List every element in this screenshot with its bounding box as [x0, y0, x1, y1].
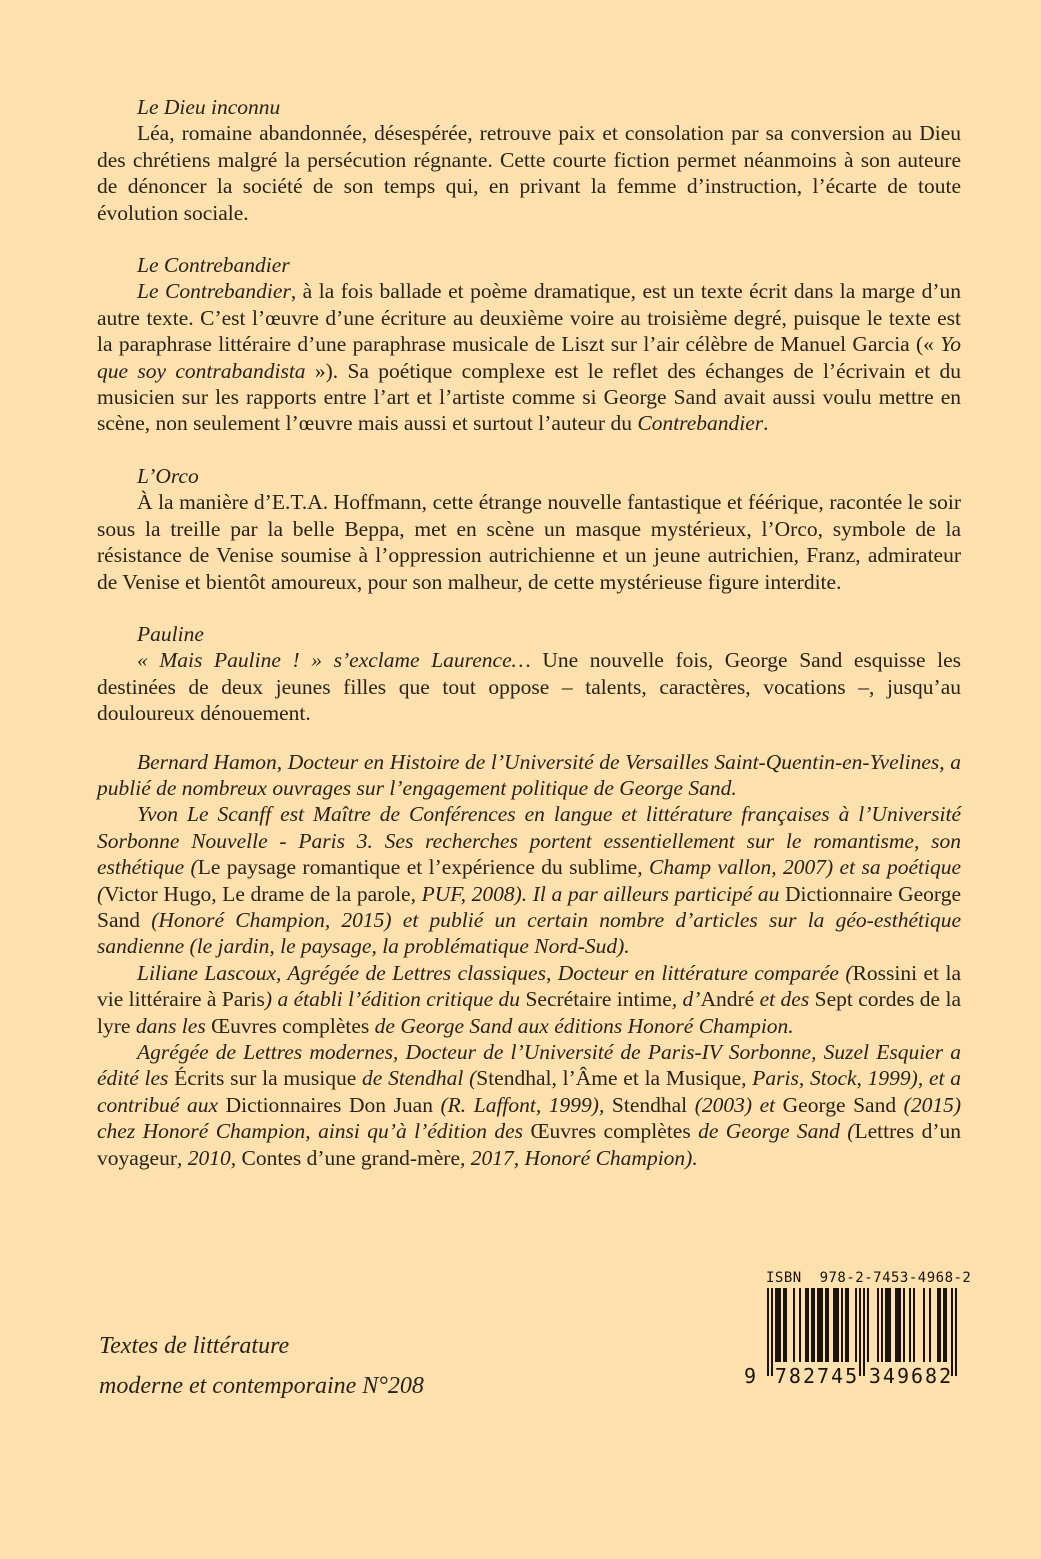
text-segment: Dictionnaires Don Juan [225, 1092, 433, 1117]
text-segment: Dictionnaire George Sand [97, 881, 961, 932]
text-segment: de Stendhal ( [356, 1066, 477, 1091]
section-paragraph [97, 489, 961, 595]
section-paragraph [97, 120, 961, 226]
text-segment: , 2010, [177, 1145, 242, 1170]
text-segment: George Sand [782, 1092, 897, 1117]
text-segment: Sept cordes de la lyre [97, 987, 961, 1038]
collection-label [99, 1326, 424, 1406]
bio-paragraph [97, 1039, 961, 1171]
isbn-label: ISBN 978-2-7453-4968-2 [766, 1270, 972, 1286]
text-segment: , Champ vallon, 2007) et sa poétique ( [97, 855, 961, 906]
text-segment: Le Contrebandier [137, 279, 291, 304]
text-segment: Agrégée de Lettres modernes, Docteur de l’Université de Paris-IV Sorbonne, Suzel Esquier a édité les [97, 1040, 961, 1091]
text-segment: André [700, 987, 755, 1012]
collection-line1: Textes de littérature [99, 1333, 290, 1359]
text-segment: (R. Laffont, 1999), [432, 1092, 612, 1117]
text-segment: Léa, romaine abandonnée, désespérée, retrouve paix et consolation par sa conversion au Dieu des chrétiens malgré la persécution régnante. Cette courte fiction permet néanmoins à son auteure de dénoncer la société de son temps qui, en privant la femme d’instruction, l’écarte de toute évolution sociale. [97, 121, 961, 225]
text-segment: Yo que soy contrabandista [97, 332, 961, 383]
text-segment: Pauline [137, 621, 204, 646]
section-title [97, 94, 961, 120]
text-segment: Contes d’une grand-mère [241, 1145, 461, 1170]
text-segment: Liliane Lascoux, Agrégée de Lettres classiques, Docteur en littérature comparée ( [137, 960, 853, 985]
text-segment: Yvon Le Scanff est Maître de Conférences en langue et littérature françaises à l’Université Sorbonne Nouvelle - Paris 3. Ses recherches portent essentiellement sur le romantisme, son esthétique ( [97, 802, 961, 880]
section-title [97, 463, 961, 489]
text-segment: , d’ [671, 987, 701, 1012]
text-segment: de George Sand aux éditions Honoré Champion. [369, 1013, 794, 1038]
text-segment: Stendhal, l’Âme et la Musique [476, 1066, 742, 1091]
collection-line2: moderne et contemporaine N°208 [99, 1373, 424, 1399]
text-segment: Lettres d’un voyageur [97, 1119, 961, 1170]
text-segment: dans les [130, 1013, 212, 1038]
contributor-bios [97, 749, 961, 1172]
text-segment: . [763, 411, 769, 436]
text-segment: , Paris, Stock, 1999), et a contribué aux [97, 1066, 961, 1117]
text-segment: Victor Hugo, Le drame de la parole [104, 881, 411, 906]
back-cover-text [97, 94, 961, 1171]
barcode-digit-lead: 9 [744, 1364, 757, 1388]
text-segment: de George Sand ( [690, 1119, 855, 1144]
text-segment: , 2017, Honoré Champion). [460, 1145, 698, 1170]
story-summaries [97, 94, 961, 727]
text-segment: (2003) et [687, 1092, 783, 1117]
text-segment: « Mais Pauline ! » s’exclame Laurence… [137, 648, 543, 673]
barcode-digits-right: 349682 [868, 1364, 954, 1388]
ean13-barcode [766, 1288, 958, 1376]
text-segment: Le Contrebandier [137, 253, 290, 278]
text-segment: Bernard Hamon, Docteur en Histoire de l’Université de Versailles Saint-Quentin-en-Yvelines, a publié de nombreux ouvrages sur l’engagement politique de George Sand. [97, 749, 961, 800]
text-segment: L’Orco [137, 463, 199, 488]
isbn-barcode-block [744, 1266, 990, 1390]
section-title [97, 252, 961, 278]
section-paragraph [97, 647, 961, 726]
text-segment: , PUF, 2008). Il a par ailleurs participé au [410, 881, 786, 906]
text-segment: Stendhal [611, 1092, 688, 1117]
text-segment: »). Sa poétique complexe est le reflet des échanges de l’écrivain et du musicien sur les rapports entre l’art et l’artiste comme si George Sand avait aussi voulu mettre en scène, non seulement l’œuvre mais aussi et surtout l’auteur du [97, 358, 961, 436]
text-segment: Une nouvelle fois, George Sand esquisse les destinées de deux jeunes filles que tout oppose – talents, caractères, vocations –, jusqu’au douloureux dénouement. [97, 648, 961, 726]
text-segment: Écrits sur la musique [174, 1066, 357, 1091]
text-segment: , à la fois ballade et poème dramatique, est un texte écrit dans la marge d’un autre texte. C’est l’œuvre d’une écriture au deuxième voire au troisième degré, puisque le texte est la paraphrase littéraire d’une paraphrase musicale de Liszt sur l’air célèbre de Manuel Garcia (« [97, 279, 961, 357]
text-segment: (Honoré Champion, 2015) et publié un certain nombre d’articles sur la géo-esthétique sandienne (le jardin, le paysage, la problématique Nord-Sud). [97, 907, 961, 959]
text-segment: Œuvres complètes [530, 1119, 691, 1144]
text-segment: Rossini et la vie littéraire à Paris [97, 960, 961, 1012]
text-segment: Contrebandier [637, 411, 764, 436]
bio-paragraph [97, 801, 961, 959]
text-segment: À la manière d’E.T.A. Hoffmann, cette étrange nouvelle fantastique et féérique, racontée le soir sous la treille par la belle Beppa, met en scène un masque mystérieux, l’Orco, symbole de la résistance de Venise soumise à l’oppression autrichienne et un jeune autrichien, Franz, admirateur de Venise et bientôt amoureux, pour son malheur, de cette mystérieuse figure interdite. [97, 490, 961, 594]
text-segment: ) a établi l’édition critique du [264, 987, 526, 1012]
text-segment: (2015) chez Honoré Champion, ainsi qu’à l’édition des [97, 1092, 961, 1144]
section-paragraph [97, 278, 961, 436]
text-segment: Secrétaire intime [525, 987, 672, 1012]
bio-paragraph [97, 749, 961, 802]
text-segment: Le paysage romantique et l’expérience du sublime [197, 855, 638, 880]
section-title [97, 621, 961, 647]
bio-paragraph [97, 960, 961, 1039]
barcode-digits-left: 782745 [774, 1364, 860, 1388]
text-segment: et des [754, 987, 815, 1012]
text-segment: Œuvres complètes [211, 1013, 370, 1038]
text-segment: Le Dieu inconnu [137, 95, 281, 119]
